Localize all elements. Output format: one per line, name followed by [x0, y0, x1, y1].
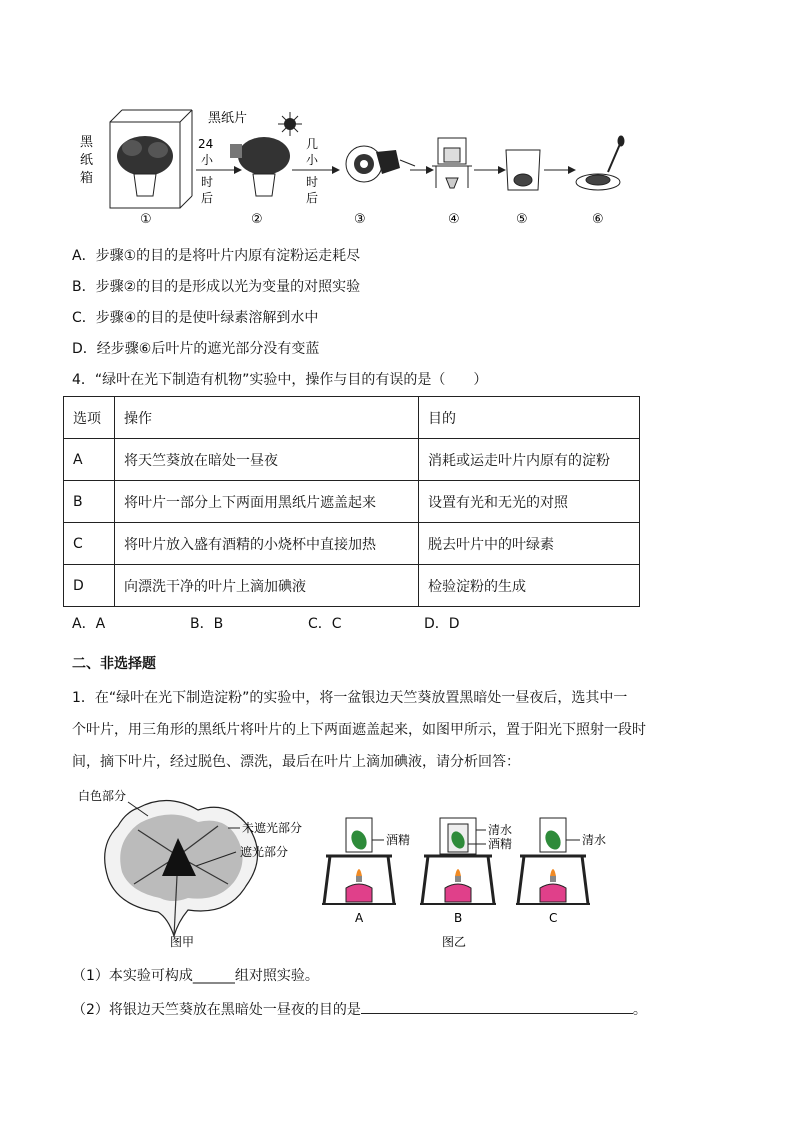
answer-blank[interactable] — [361, 998, 633, 1014]
svg-text:箱: 箱 — [80, 171, 94, 186]
sub-question-2 — [72, 998, 647, 1020]
step-4: ④ — [448, 212, 460, 227]
q4-table — [63, 396, 640, 607]
svg-text:24: 24 — [198, 137, 214, 151]
step-2: ② — [251, 212, 263, 227]
svg-text:后: 后 — [306, 191, 319, 205]
setup-b — [420, 818, 512, 925]
table-cell: 将叶片放入盛有酒精的小烧杯中直接加热 — [115, 523, 419, 565]
table-header-row — [64, 397, 640, 439]
caption-yi: 图乙 — [442, 935, 467, 949]
setup-a — [322, 818, 410, 925]
setup-letter-a: A — [355, 911, 364, 925]
q1-line-1: 1．在“绿叶在光下制造淀粉”的实验中，将一盆银边天竺葵放置黑暗处一昼夜后，选其中一 — [72, 690, 628, 706]
plant-2-icon — [230, 137, 290, 196]
sub-question-1: （1）本实验可构成______组对照实验。 — [72, 968, 319, 984]
water-label-b: 清水 — [488, 823, 513, 837]
svg-text:几: 几 — [306, 137, 319, 151]
svg-text:小: 小 — [201, 153, 214, 167]
experiment-steps-figure — [70, 108, 630, 230]
table-header: 选项 — [64, 397, 115, 439]
svg-text:小: 小 — [306, 153, 319, 167]
table-cell: 脱去叶片中的叶绿素 — [419, 523, 640, 565]
box-label: 黑 — [80, 135, 94, 150]
alcohol-label-b: 酒精 — [488, 837, 513, 851]
water-label-c: 清水 — [582, 833, 607, 847]
figure-yi — [318, 800, 638, 950]
setup-letter-b: B — [454, 911, 463, 925]
heating-beaker-icon — [432, 138, 472, 188]
table-cell: C — [64, 523, 115, 565]
step-6: ⑥ — [592, 212, 604, 227]
table-cell: B — [64, 481, 115, 523]
table-row — [64, 439, 640, 481]
q4-answer-b: B．B — [190, 616, 224, 632]
svg-text:纸: 纸 — [80, 153, 94, 168]
q3-option-c: C．步骤④的目的是使叶绿素溶解到水中 — [72, 310, 319, 326]
leaf-icon — [346, 146, 415, 182]
table-cell: 将天竺葵放在暗处一昼夜 — [115, 439, 419, 481]
q4-answer-c: C．C — [308, 616, 342, 632]
table-cell: A — [64, 439, 115, 481]
q4-answer-a: A．A — [72, 616, 106, 632]
plant-1-icon — [117, 136, 173, 196]
table-cell: 向漂洗干净的叶片上滴加碘液 — [115, 565, 419, 607]
rinse-beaker-icon — [506, 150, 540, 190]
table-cell: 消耗或运走叶片内原有的淀粉 — [419, 439, 640, 481]
table-row — [64, 481, 640, 523]
svg-text:时: 时 — [201, 175, 214, 189]
q4-stem: 4．“绿叶在光下制造有机物”实验中，操作与目的有误的是（ ） — [72, 372, 488, 388]
section-title: 二、非选择题 — [72, 656, 156, 672]
table-cell: 检验淀粉的生成 — [419, 565, 640, 607]
table-cell: 设置有光和无光的对照 — [419, 481, 640, 523]
table-header: 目的 — [419, 397, 640, 439]
q4-answer-d: D．D — [424, 616, 460, 632]
q3-option-a: A．步骤①的目的是将叶片内原有淀粉运走耗尽 — [72, 248, 361, 264]
petri-dish-icon — [576, 136, 624, 190]
shaded-label: 遮光部分 — [240, 845, 289, 859]
table-cell: 将叶片一部分上下两面用黑纸片遮盖起来 — [115, 481, 419, 523]
q3-option-d: D．经步骤⑥后叶片的遮光部分没有变蓝 — [72, 341, 320, 357]
svg-text:后: 后 — [201, 191, 214, 205]
unshaded-label: 未遮光部分 — [242, 821, 303, 835]
table-row — [64, 565, 640, 607]
svg-text:时: 时 — [306, 175, 319, 189]
sub-question-2-end: 。 — [632, 1002, 647, 1018]
step-5: ⑤ — [516, 212, 528, 227]
setup-letter-c: C — [549, 911, 558, 925]
setup-c — [516, 818, 606, 925]
figure-jia — [78, 786, 318, 952]
table-row — [64, 523, 640, 565]
white-part-label: 白色部分 — [78, 789, 127, 803]
caption-jia: 图甲 — [170, 935, 195, 949]
sub-question-2-text: （2）将银边天竺葵放在黑暗处一昼夜的目的是 — [72, 1002, 361, 1018]
q3-option-b: B．步骤②的目的是形成以光为变量的对照实验 — [72, 279, 361, 295]
step-3: ③ — [354, 212, 366, 227]
alcohol-label-a: 酒精 — [386, 833, 411, 847]
table-header: 操作 — [115, 397, 419, 439]
table-cell: D — [64, 565, 115, 607]
step-1: ① — [140, 212, 152, 227]
q1-line-2: 个叶片，用三角形的黑纸片将叶片的上下两面遮盖起来，如图甲所示，置于阳光下照射一段时 — [72, 722, 646, 738]
q1-line-3: 间，摘下叶片，经过脱色、漂洗，最后在叶片上滴加碘液，请分析回答： — [72, 754, 520, 770]
paper-label: 黑纸片 — [208, 111, 248, 126]
